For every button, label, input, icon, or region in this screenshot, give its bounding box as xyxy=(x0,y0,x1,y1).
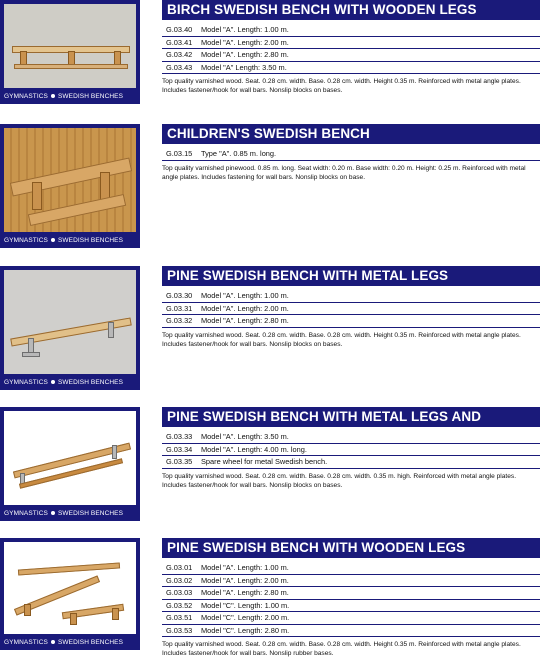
table-row xyxy=(162,587,540,600)
product-spec: Model "C". Length: 2.00 m. xyxy=(201,613,290,622)
product-table xyxy=(162,562,540,637)
product-spec: Model "A". Length: 1.00 m. xyxy=(201,291,289,300)
caption-category: GYMNASTICS xyxy=(4,510,48,517)
product-description: Top quality varnished pinewood. 0.85 m. long. Seat width: 0.20 m. Base width: 0.20 m. Height: 0.25 m. Reinforced with metal angle plates. Includes fastening for wall bars. Nonslip blocks on base. xyxy=(162,164,526,181)
product-spec: Model "A" Length: 3.50 m. xyxy=(201,62,287,72)
image-caption xyxy=(0,507,140,521)
product-code: G.03.42 xyxy=(166,50,193,59)
product-table xyxy=(162,290,540,328)
table-row xyxy=(162,431,540,444)
caption-category: GYMNASTICS xyxy=(4,639,48,646)
product-title: PINE SWEDISH BENCH WITH WOODEN LEGS xyxy=(162,538,540,558)
product-code: G.03.15 xyxy=(166,149,193,158)
caption-subcategory: SWEDISH BENCHES xyxy=(57,237,124,244)
product-info xyxy=(162,538,540,658)
product-spec: Model "A". Length: 3.50 m. xyxy=(201,432,289,441)
bullet-icon xyxy=(51,511,55,515)
product-spec: Model "C". Length: 2.80 m. xyxy=(201,625,290,635)
bullet-icon xyxy=(51,380,55,384)
product-info xyxy=(162,266,540,349)
product-code: G.03.51 xyxy=(166,613,193,622)
table-row xyxy=(162,456,540,469)
product-code: G.03.33 xyxy=(166,432,193,441)
product-code: G.03.32 xyxy=(166,316,193,325)
product-title: PINE SWEDISH BENCH WITH METAL LEGS AND xyxy=(162,407,540,427)
caption-category: GYMNASTICS xyxy=(4,93,48,100)
pine-metal-bench-photo xyxy=(4,270,136,374)
table-row xyxy=(162,315,540,328)
table-row xyxy=(162,444,540,457)
table-row xyxy=(162,575,540,588)
table-row xyxy=(162,148,540,161)
product-image-panel xyxy=(0,407,140,521)
product-spec: Model "A". Length: 2.80 m. xyxy=(201,50,289,59)
table-row xyxy=(162,612,540,625)
table-row xyxy=(162,600,540,613)
pine-metal-wheel-bench-photo xyxy=(4,411,136,505)
product-code: G.03.01 xyxy=(166,563,193,572)
product-info xyxy=(162,0,540,95)
bullet-icon xyxy=(51,640,55,644)
product-info xyxy=(162,407,540,490)
caption-category: GYMNASTICS xyxy=(4,237,48,244)
pine-wooden-bench-photo xyxy=(4,542,136,634)
product-spec: Spare wheel for metal Swedish bench. xyxy=(201,457,328,466)
childrens-bench-photo xyxy=(4,128,136,232)
table-row xyxy=(162,24,540,37)
bullet-icon xyxy=(51,238,55,242)
image-caption xyxy=(0,90,140,104)
product-spec: Model "A". Length: 1.00 m. xyxy=(201,25,289,34)
product-code: G.03.03 xyxy=(166,588,193,597)
product-code: G.03.35 xyxy=(166,457,193,466)
product-code: G.03.43 xyxy=(166,62,193,72)
product-info xyxy=(162,124,540,182)
product-code: G.03.31 xyxy=(166,303,193,313)
product-code: G.03.02 xyxy=(166,575,193,585)
table-row xyxy=(162,37,540,50)
image-caption xyxy=(0,234,140,248)
product-spec: Model "A". Length: 2.00 m. xyxy=(201,37,289,47)
product-code: G.03.34 xyxy=(166,444,193,454)
product-spec: Model "A". Length: 2.00 m. xyxy=(201,303,289,313)
product-code: G.03.53 xyxy=(166,625,193,635)
product-spec: Type "A". 0.85 m. long. xyxy=(201,149,277,158)
product-description: Top quality varnished wood. Seat. 0.28 cm. width. Base. 0.28 cm. width. Height 0.35 m. Reinforced with metal angle plates. Includes fastener/hook for wall bars. Nonslip blocks on bases. xyxy=(162,78,521,94)
caption-subcategory: SWEDISH BENCHES xyxy=(57,379,124,386)
birch-bench-photo xyxy=(4,4,136,88)
product-description: Top quality varnished wood. Seat. 0.28 cm. width. Base. 0.28 cm. width. 0.35 m. high. Reinforced with metal angle plates. Includes fastener/hook for wall bars. Nonslip blocks on bases. xyxy=(162,472,517,489)
table-row xyxy=(162,49,540,62)
product-table xyxy=(162,431,540,469)
product-image-panel xyxy=(0,124,140,248)
product-spec: Model "A". Length: 1.00 m. xyxy=(201,563,289,572)
product-description: Top quality varnished wood. Seat. 0.28 cm. width. Base. 0.28 cm. width. Height 0.35 m. Reinforced with metal angle plates. Includes fastener/hook for wall bars. Nonslip blocks on bases. xyxy=(162,331,521,348)
product-code: G.03.52 xyxy=(166,600,193,610)
image-caption xyxy=(0,636,140,650)
product-description: Top quality varnished wood. Seat. 0.28 cm. width. Base. 0.28 cm. width. Height 0.35 m. Reinforced with metal angle plates. Includes fastener/hook for wall bars. Nonslip rubber bases. xyxy=(162,641,521,657)
table-row xyxy=(162,62,540,75)
table-row xyxy=(162,562,540,575)
product-title: PINE SWEDISH BENCH WITH METAL LEGS xyxy=(162,266,540,286)
product-table xyxy=(162,24,540,74)
table-row xyxy=(162,290,540,303)
product-code: G.03.40 xyxy=(166,25,193,34)
product-code: G.03.30 xyxy=(166,291,193,300)
product-spec: Model "C". Length: 1.00 m. xyxy=(201,600,290,610)
product-spec: Model "A". Length: 2.00 m. xyxy=(201,575,289,585)
product-image-panel xyxy=(0,0,140,104)
table-row xyxy=(162,303,540,316)
product-title: BIRCH SWEDISH BENCH WITH WOODEN LEGS xyxy=(162,0,540,20)
product-title: CHILDREN'S SWEDISH BENCH xyxy=(162,124,540,144)
product-image-panel xyxy=(0,538,140,650)
product-table xyxy=(162,148,540,161)
product-spec: Model "A". Length: 2.80 m. xyxy=(201,316,289,325)
table-row xyxy=(162,625,540,638)
caption-subcategory: SWEDISH BENCHES xyxy=(57,510,124,517)
image-caption xyxy=(0,376,140,390)
bullet-icon xyxy=(51,94,55,98)
caption-subcategory: SWEDISH BENCHES xyxy=(57,93,124,100)
product-spec: Model "A". Length: 2.80 m. xyxy=(201,588,289,597)
product-code: G.03.41 xyxy=(166,37,193,47)
caption-subcategory: SWEDISH BENCHES xyxy=(57,639,124,646)
caption-category: GYMNASTICS xyxy=(4,379,48,386)
product-spec: Model "A". Length: 4.00 m. long. xyxy=(201,444,307,454)
product-image-panel xyxy=(0,266,140,390)
